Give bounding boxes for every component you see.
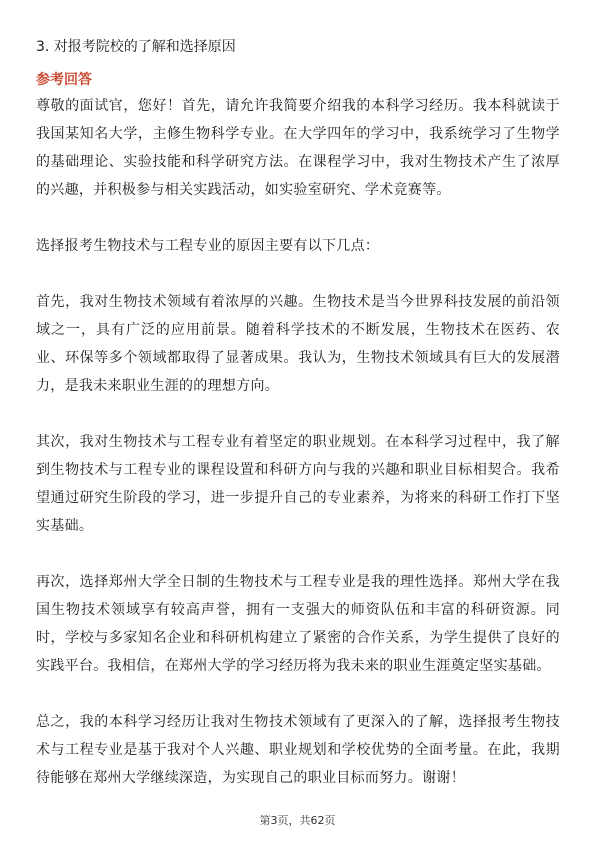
paragraph-gap	[36, 400, 560, 428]
paragraph-reasons-lead: 选择报考生物技术与工程专业的原因主要有以下几点：	[36, 238, 380, 254]
page-number-footer: 第3页，共62页	[259, 814, 336, 827]
paragraph-reason-third: 再次，选择郑州大学全日制的生物技术与工程专业是我的理性选择。郑州大学在我国生物技术领域享有较高声誉，拥有一支强大的师资队伍和丰富的科研资源。同时，学校与多家知名企业和科研机构建立了紧密的合作关系，为学生提供了良好的实践平台。我相信，在郑州大学的学习经历将为我未来的职业生涯奠定坚实基础。	[36, 574, 560, 674]
answer-body	[36, 92, 560, 792]
answer-label: 参考回答	[36, 72, 92, 88]
paragraph-reason-second: 其次，我对生物技术与工程专业有着坚定的职业规划。在本科学习过程中，我了解到生物技术与工程专业的课程设置和科研方向与我的兴趣和职业目标相契合。我希望通过研究生阶段的学习，进一步提升自己的专业素养，为将来的科研工作打下坚实基础。	[36, 434, 560, 534]
paragraph-gap	[36, 204, 560, 232]
paragraph-gap	[36, 540, 560, 568]
paragraph-conclusion: 总之，我的本科学习经历让我对生物技术领域有了更深入的了解，选择报考生物技术与工程专业是基于我对个人兴趣、职业规划和学校优势的全面考量。在此，我期待能够在郑州大学继续深造，为实现自己的职业目标而努力。谢谢！	[36, 714, 560, 786]
paragraph-reason-first: 首先，我对生物技术领域有着浓厚的兴趣。生物技术是当今世界科技发展的前沿领域之一，具有广泛的应用前景。随着科学技术的不断发展，生物技术在医药、农业、环保等多个领域都取得了显著成果。我认为，生物技术领域具有巨大的发展潜力，是我未来职业生涯的的理想方向。	[36, 294, 560, 394]
paragraph-gap	[36, 680, 560, 708]
paragraph-intro: 尊敬的面试官，您好！首先，请允许我简要介绍我的本科学习经历。我本科就读于我国某知名大学，主修生物科学专业。在大学四年的学习中，我系统学习了生物学的基础理论、实验技能和科学研究方法。在课程学习中，我对生物技术产生了浓厚的兴趣，并积极参与相关实践活动，如实验室研究、学术竞赛等。	[36, 98, 560, 198]
question-heading: 3. 对报考院校的了解和选择原因	[36, 39, 236, 55]
paragraph-gap	[36, 260, 560, 288]
